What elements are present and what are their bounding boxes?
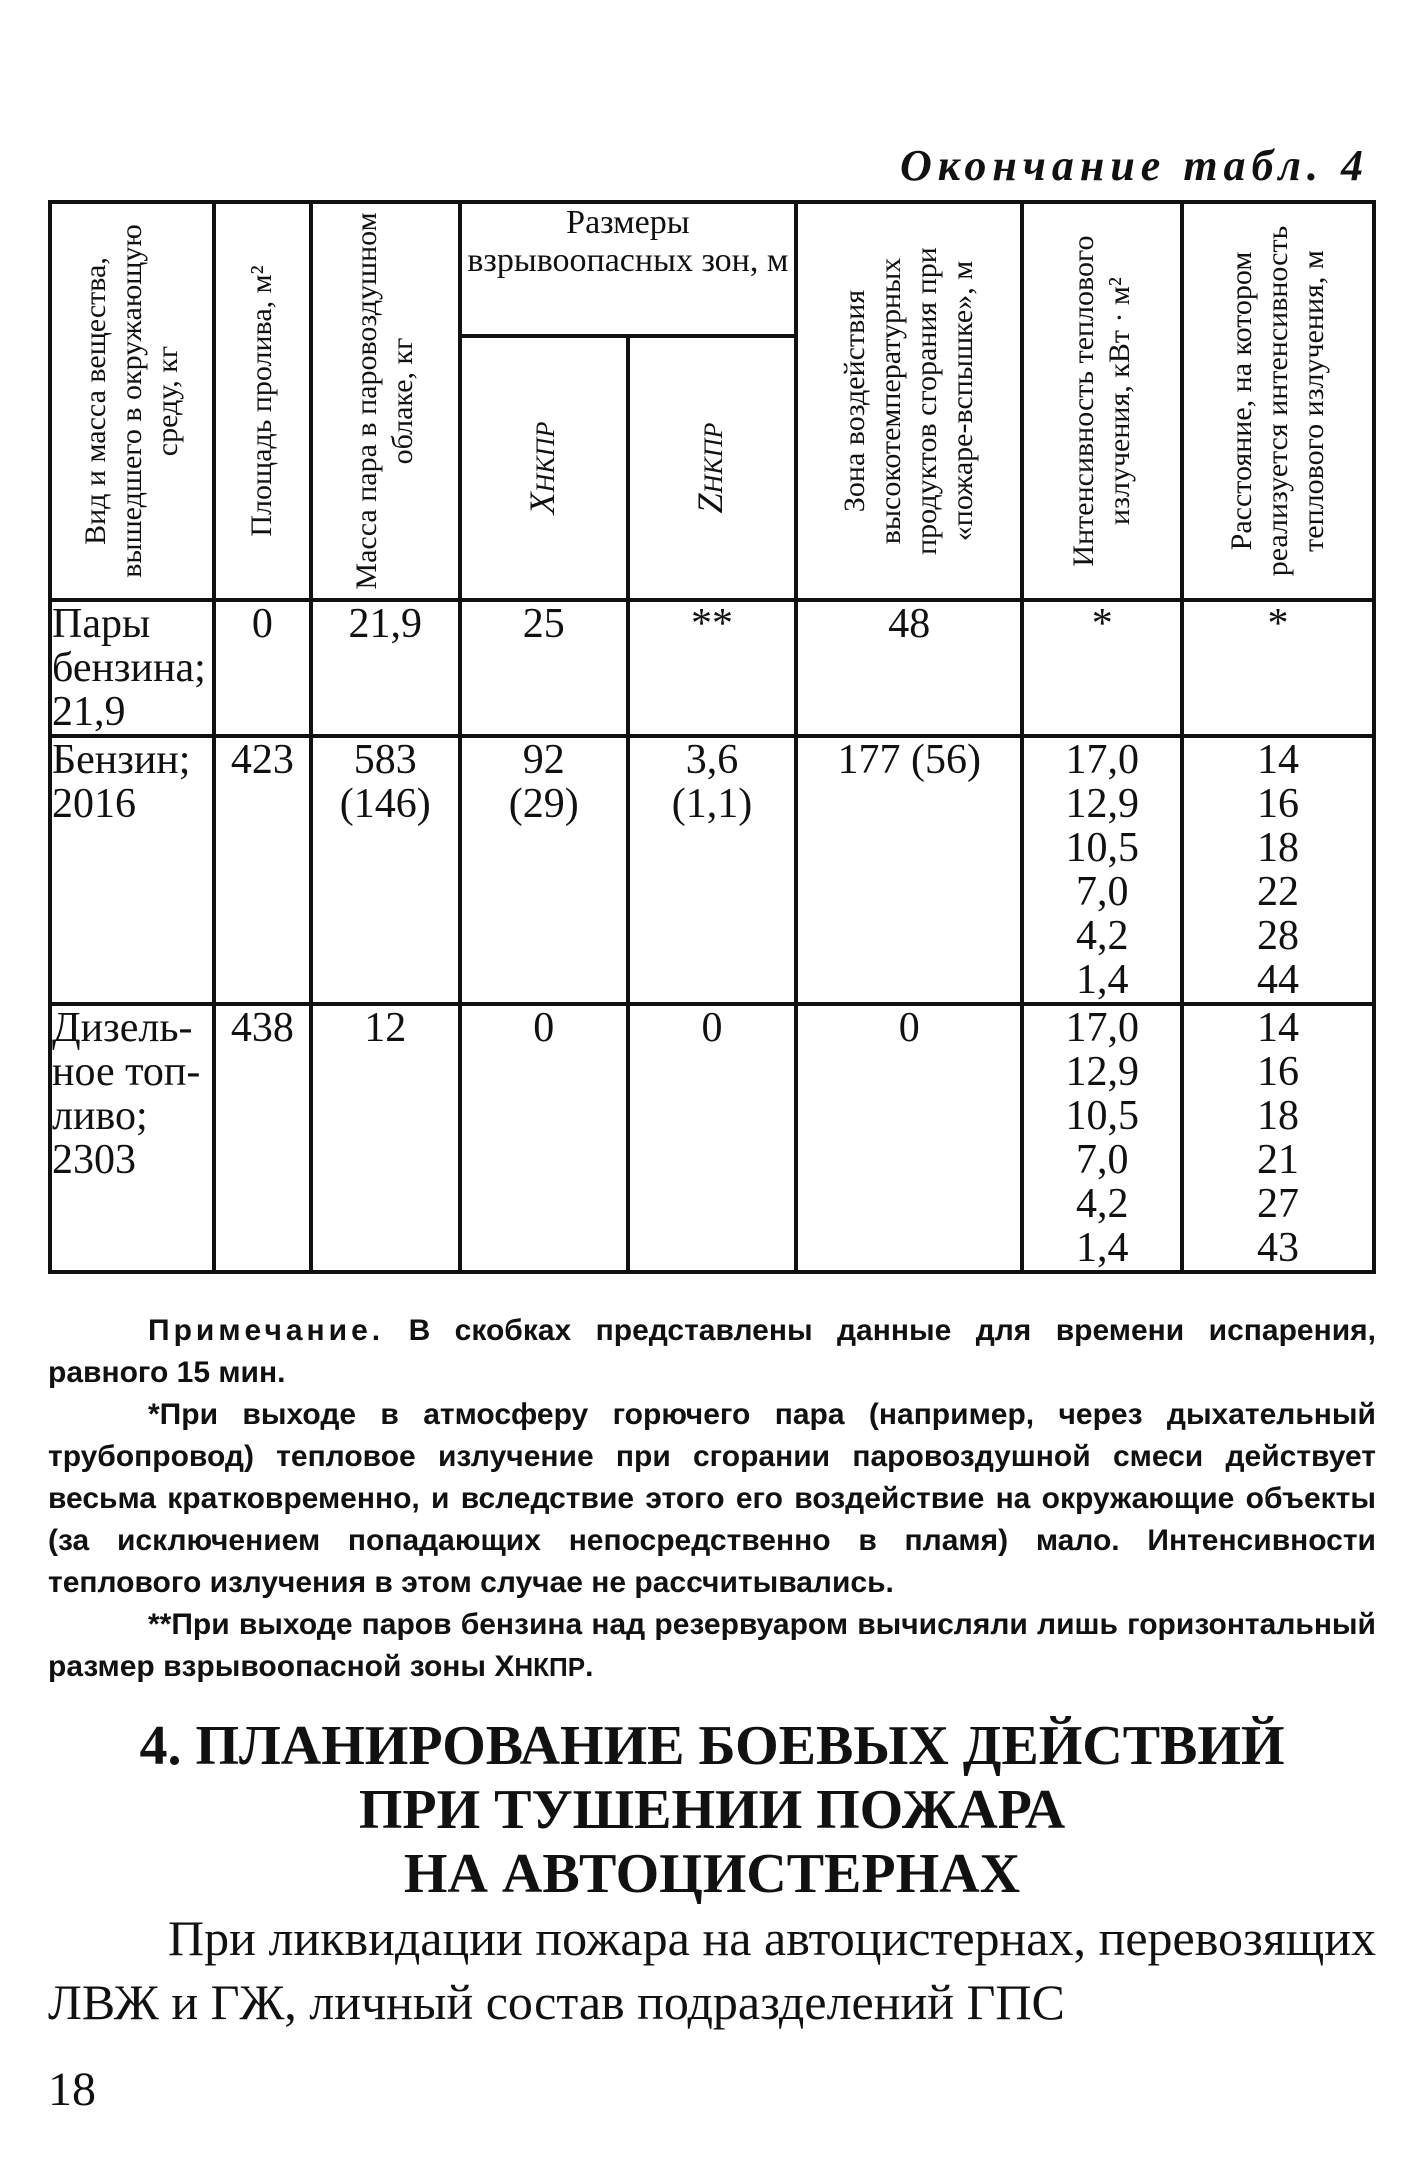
cell-x: 0 [460, 1004, 628, 1272]
cell-intensity: 17,0 12,9 10,5 7,0 4,2 1,4 [1022, 1004, 1182, 1272]
header-spill-area: Площадь пролива, м² [214, 202, 311, 600]
cell-x: 25 [460, 600, 628, 736]
page-number: 18 [48, 2063, 96, 2116]
cell-distance: 14 16 18 21 27 43 [1182, 1004, 1374, 1272]
header-x-nkpr: XНКПР [460, 336, 628, 600]
header-intensity: Интенсивность теплового излучения, кВт · м² [1022, 202, 1182, 600]
table-notes [48, 1310, 1376, 1688]
cell-zone: 0 [796, 1004, 1022, 1272]
cell-substance: Пары бензина; 21,9 [50, 600, 214, 736]
cell-area: 423 [214, 736, 311, 1004]
footnote-double-star: **При выходе паров бензина над резервуаром вычисляли лишь горизонтальный размер взрывоопасной зоны XНКПР. [48, 1608, 1376, 1683]
cell-distance: * [1182, 600, 1374, 736]
note-lead: Примечание. [148, 1314, 385, 1347]
cell-area: 0 [214, 600, 311, 736]
note-text: В скобках представлены данные для времени испарения, равного 15 мин. [48, 1314, 1376, 1389]
cell-vapor_mass: 12 [311, 1004, 460, 1272]
footnote-single-star: *При выходе в атмосферу горючего пара (например, через дыхательный трубопровод) тепловое излучение при сгорании паровоздушной смеси действует весьма кратковременно, и вследствие этого его воздействие на окружающие объекты (за исключением попадающих непосредственно в пламя) мало. Интенсивности теплового излучения в этом случае не рассчитывались. [48, 1398, 1376, 1599]
cell-intensity: 17,0 12,9 10,5 7,0 4,2 1,4 [1022, 736, 1182, 1004]
header-vapor-mass: Масса пара в паровоздушном облаке, кг [311, 202, 460, 600]
table-row [50, 736, 1374, 1004]
cell-x: 92 (29) [460, 736, 628, 1004]
cell-vapor_mass: 21,9 [311, 600, 460, 736]
header-substance: Вид и масса вещества, вышедшего в окружающую среду, кг [50, 202, 214, 600]
cell-vapor_mass: 583 (146) [311, 736, 460, 1004]
data-table [48, 200, 1376, 1274]
section-title: 4. ПЛАНИРОВАНИЕ БОЕВЫХ ДЕЙСТВИЙ ПРИ ТУШЕНИИ ПОЖАРА НА АВТОЦИСТЕРНАХ [139, 1715, 1285, 1905]
cell-z: 0 [628, 1004, 796, 1272]
cell-area: 438 [214, 1004, 311, 1272]
cell-substance: Бензин; 2016 [50, 736, 214, 1004]
body-paragraph: При ликвидации пожара на автоцистернах, перевозящих ЛВЖ и ГЖ, личный состав подразделений ГПС [48, 1910, 1376, 2030]
cell-substance: Дизель- ное топ- ливо; 2303 [50, 1004, 214, 1272]
table-caption: Окончание табл. 4 [899, 141, 1369, 190]
cell-intensity: * [1022, 600, 1182, 736]
cell-z: 3,6 (1,1) [628, 736, 796, 1004]
header-combustion-zone: Зона воздействия высокотемпературных продуктов сгорания при «пожаре-вспышке», м [796, 202, 1022, 600]
table-row [50, 600, 1374, 736]
header-explosive-zones: Размеры взрывоопасных зон, м [460, 202, 796, 336]
table-row [50, 1004, 1374, 1272]
header-z-nkpr: ZНКПР [628, 336, 796, 600]
cell-z: ** [628, 600, 796, 736]
cell-distance: 14 16 18 22 28 44 [1182, 736, 1374, 1004]
header-distance: Расстояние, на котором реализуется интенсивность теплового излучения, м [1182, 202, 1374, 600]
cell-zone: 48 [796, 600, 1022, 736]
cell-zone: 177 (56) [796, 736, 1022, 1004]
